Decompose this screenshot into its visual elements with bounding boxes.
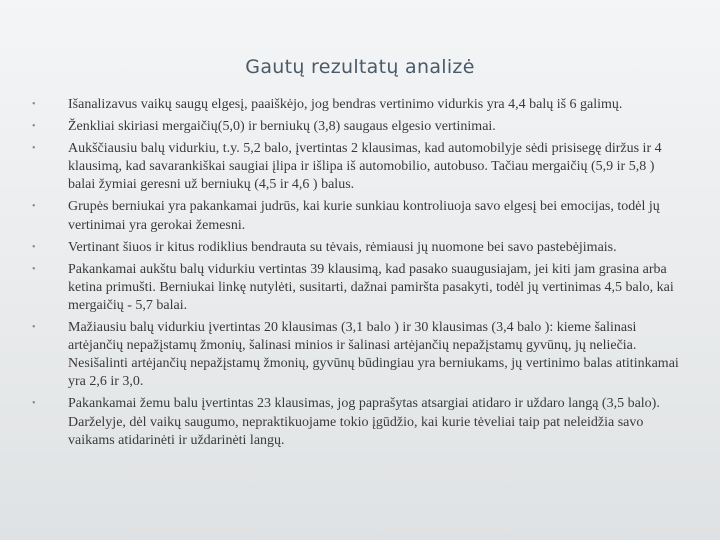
bullet-icon: •: [32, 121, 36, 133]
bullet-list: [30, 96, 685, 454]
bullet-item: [30, 140, 685, 194]
bullet-item: [30, 261, 685, 315]
bullet-text: Ženkliai skiriasi mergaičių(5,0) ir berniukų (3,8) saugaus elgesio vertinimai.: [68, 119, 496, 135]
bullet-item: [30, 198, 685, 234]
bullet-text: Aukščiausiu balų vidurkiu, t.y. 5,2 balo, įvertintas 2 klausimas, kad automobilyje sėdi prisisegę diržus ir 4 klausimą, kad savarankiškai saugiai įlipa ir išlipa iš automobilio, autobuso. Tačiau mergaičių (5,9 ir 5,8 ) balai žymiai geresni už berniukų (4,5 ir 4,6 ) balus.: [68, 141, 662, 193]
bullet-text: Mažiausiu balų vidurkiu įvertintas 20 klausimas (3,1 balo ) ir 30 klausimas (3,4 balo ): kieme šalinasi artėjančių nepažįstamų žmonių, šalinasi minios ir šalinasi artėjančių nepažįstamų gyvūnų, jų neliečia. Nesišalinti artėjančių nepažįstamų žmonių, gyvūnų būdingiau yra berniukams, jų vertinimo balas atitinkamai yra 2,6 ir 3,0.: [68, 320, 679, 390]
bullet-icon: •: [32, 322, 36, 334]
bullet-icon: •: [32, 99, 36, 110]
bullet-icon: •: [32, 143, 36, 155]
bullet-item: [30, 239, 685, 257]
slide-title: Gautų rezultatų analizė: [245, 56, 475, 78]
bullet-icon: •: [32, 201, 36, 213]
bullet-item: [30, 118, 685, 136]
bullet-text: Pakankamai žemu balu įvertintas 23 klausimas, jog paprašytas atsargiai atidaro ir uždaro langą (3,5 balo). Darželyje, dėl vaikų saugumo, nepraktikuojame tokio įgūdžio, kai kurie tėveliai taip pat neleidžia savo vaikams atidarinėti ir uždarinėti langų.: [68, 396, 660, 448]
bullet-text: Grupės berniukai yra pakankamai judrūs, kai kurie sunkiau kontroliuoja savo elgesį bei emocijas, todėl jų vertinimai yra gerokai žemesni.: [68, 199, 660, 233]
bullet-icon: •: [32, 241, 36, 253]
bullet-icon: •: [32, 263, 36, 275]
bullet-item: [30, 96, 685, 114]
bullet-item: [30, 319, 685, 391]
bullet-icon: •: [32, 398, 36, 410]
bullet-text: Vertinant šiuos ir kitus rodiklius bendrauta su tėvais, rėmiausi jų nuomone bei savo pastebėjimais.: [68, 239, 617, 255]
bullet-text: Pakankamai aukštu balų vidurkiu vertintas 39 klausimą, kad pasako suaugusiajam, jei kiti jam grasina arba ketina primušti. Berniukai linkę nutylėti, susitarti, dažnai pamiršta pasakyti, todėl jų vertinimas 4,5 balo, kai mergaičių - 5,7 balai.: [68, 261, 674, 313]
bullet-text: Išanalizavus vaikų saugų elgesį, paaiškėjo, jog bendras vertinimo vidurkis yra 4,4 balų iš 6 galimų.: [68, 97, 623, 112]
bullet-item: [30, 395, 685, 449]
